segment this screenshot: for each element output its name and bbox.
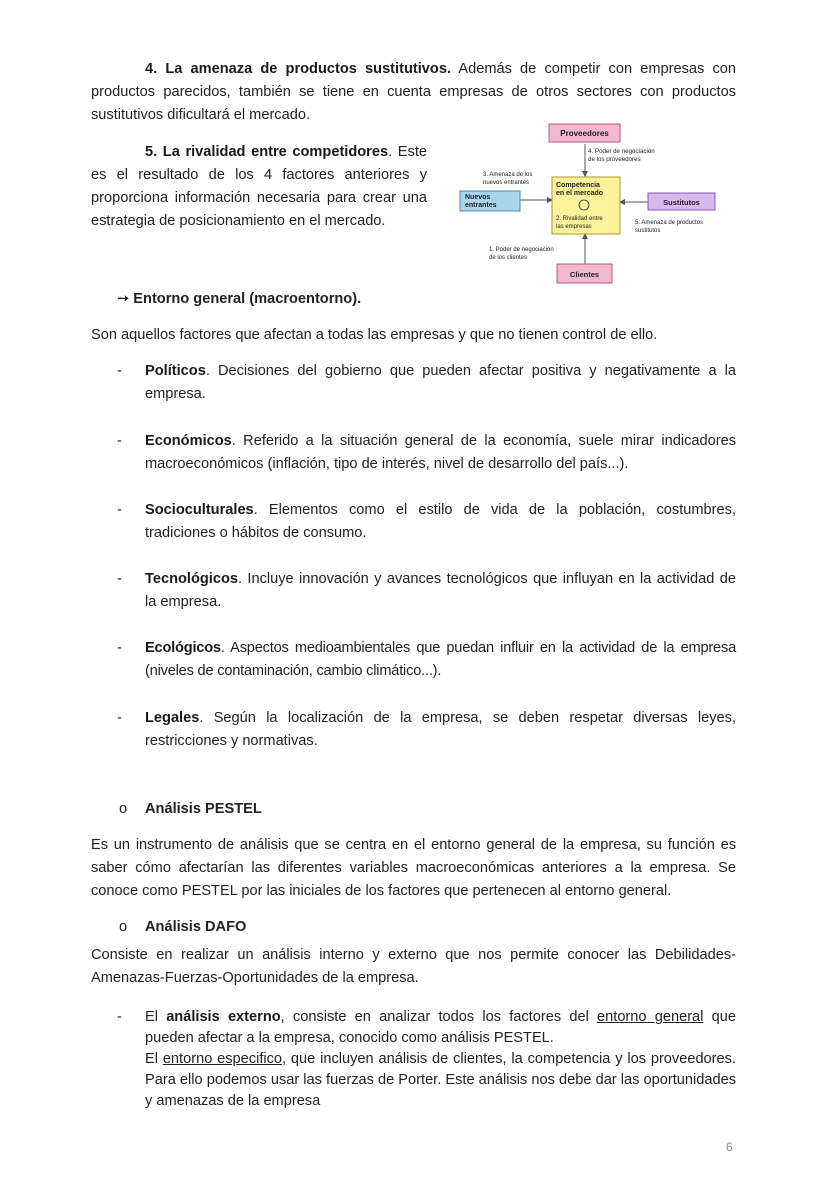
factor-text: . Aspectos medioambientales que puedan influir en la actividad de la empresa (niveles de contaminación, cambio climático...). bbox=[145, 640, 736, 679]
factor-socioculturales bbox=[117, 499, 736, 545]
rivalidad-label-1: 2. Rivalidad entre bbox=[556, 216, 603, 222]
item-4-text: Además de competir con empresas con productos parecidos, también se tiene en cuenta empresas de otros sectores con productos sustitutivos dificultará el mercado. bbox=[91, 61, 737, 123]
competencia-label-2: en el mercado bbox=[556, 190, 604, 197]
poder-clientes-label-2: de los clientes bbox=[489, 255, 528, 261]
page-number: 6 bbox=[726, 1140, 733, 1154]
pestel-title: Análisis PESTEL bbox=[145, 801, 262, 817]
dafo-paragraph: Consiste en realizar un análisis interno y externo que nos permite conocer las Debilidades-Amenazas-Fuerzas-Oportunidades de la empresa. bbox=[91, 947, 736, 986]
dafo-heading bbox=[119, 916, 246, 939]
nuevos-label-1: Nuevos bbox=[465, 194, 491, 201]
factor-text: . Decisiones del gobierno que pueden afectar positiva y negativamente a la empresa. bbox=[145, 363, 736, 402]
circle-bullet: o bbox=[119, 919, 128, 935]
sustitutos-label: Sustitutos bbox=[663, 198, 700, 207]
poder-proveedores-label-1: 4. Poder de negociación bbox=[588, 148, 655, 155]
dafo-title: Análisis DAFO bbox=[145, 919, 247, 935]
factor-text: . Según la localización de la empresa, se deben respetar diversas leyes, restricciones y normativas. bbox=[145, 710, 736, 749]
factor-title: Legales bbox=[145, 710, 200, 726]
nuevos-label-2: entrantes bbox=[465, 202, 497, 209]
amenaza-sustitutos-label-2: sustitutos bbox=[635, 228, 661, 234]
dash-bullet: - bbox=[117, 502, 122, 518]
item-4-title: La amenaza de productos sustitutivos. bbox=[165, 61, 451, 77]
analisis-externo-term: análisis externo bbox=[166, 1009, 281, 1025]
amenaza-nuevos-label-1: 3. Amenaza de los bbox=[483, 172, 533, 178]
factor-title: Ecológicos bbox=[145, 640, 221, 656]
pestel-paragraph: Es un instrumento de análisis que se centra en el entorno general de la empresa, su función es saber cómo afectarían las diferentes variables macroeconómicas anteriores a la empresa. Se conoce como PESTEL por las iniciales de los factores que pertenecen al entorno general. bbox=[91, 837, 736, 899]
entorno-general-term: entorno general bbox=[597, 1009, 704, 1025]
factor-text: . Incluye innovación y avances tecnológicos que influyan en la actividad de la empresa. bbox=[145, 571, 736, 610]
factor-legales bbox=[117, 707, 736, 753]
factor-title: Tecnológicos bbox=[145, 571, 238, 587]
porter-five-forces-diagram bbox=[448, 120, 738, 290]
item-4-paragraph bbox=[91, 58, 736, 127]
factor-tecnologicos bbox=[117, 568, 736, 614]
amenaza-nuevos-label-2: nuevos entrantes bbox=[483, 180, 530, 186]
factor-title: Socioculturales bbox=[145, 502, 254, 518]
dash-bullet: - bbox=[117, 571, 122, 587]
entorno-especifico-term: entorno especifico bbox=[162, 1051, 283, 1067]
circle-bullet: o bbox=[119, 801, 128, 817]
factor-title: Políticos bbox=[145, 363, 206, 379]
item-4-number: 4. bbox=[145, 61, 158, 77]
amenaza-sustitutos-label-1: 5. Amenaza de productos bbox=[635, 220, 704, 226]
proveedores-label: Proveedores bbox=[560, 129, 609, 138]
poder-proveedores-label-2: de los proveedores bbox=[588, 156, 641, 163]
factor-text: . Referido a la situación general de la economía, suele mirar indicadores macroeconómicos (inflación, tipo de interés, nivel de desarrollo del país...). bbox=[145, 433, 736, 472]
dash-bullet: - bbox=[117, 710, 122, 726]
dash-bullet: - bbox=[117, 1009, 122, 1025]
factor-politicos bbox=[117, 360, 736, 406]
clientes-label: Clientes bbox=[569, 270, 600, 279]
dash-bullet: - bbox=[117, 433, 122, 449]
competencia-label-1: Competencia bbox=[556, 182, 600, 189]
item-5-text: . Este es el resultado de los 4 factores anteriores y proporciona información necesaria para crear una estrategia de posicionamiento en el mercado. bbox=[91, 144, 427, 229]
poder-clientes-label-1: 1. Poder de negociación bbox=[489, 247, 554, 253]
entorno-general-heading bbox=[117, 288, 361, 311]
factor-text: . Elementos como el estilo de vida de la población, costumbres, tradiciones o hábitos de consumo. bbox=[145, 502, 736, 541]
rivalidad-label-2: las empresas bbox=[556, 224, 592, 230]
item-5-title: La rivalidad entre competidores bbox=[162, 144, 389, 160]
entorno-general-title: Entorno general (macroentorno). bbox=[133, 291, 362, 307]
factor-ecologicos bbox=[117, 637, 736, 683]
factor-economicos bbox=[117, 430, 736, 476]
item-5-number: 5. bbox=[145, 144, 158, 160]
dash-bullet: - bbox=[117, 363, 122, 379]
dafo-externo-item: - El análisis externo, consiste en analizar todos los factores del entorno general que pueden afectar a la empresa, conocido como análisis PESTEL. El entorno especifico, que incluyen análisis de clientes, la competencia y los proveedores. Para ello podemos usar las fuerzas de Porter. Este análisis nos debe dar las oportunidades y amenazas de la empresa bbox=[117, 1009, 737, 1109]
arrow-icon: ➙ bbox=[117, 291, 130, 307]
pestel-heading bbox=[119, 798, 262, 821]
item-5-paragraph bbox=[91, 141, 427, 233]
dash-bullet: - bbox=[117, 640, 122, 656]
factor-title: Económicos bbox=[145, 433, 232, 449]
entorno-general-intro: Son aquellos factores que afectan a todas las empresas y que no tienen control de ello. bbox=[91, 327, 658, 343]
